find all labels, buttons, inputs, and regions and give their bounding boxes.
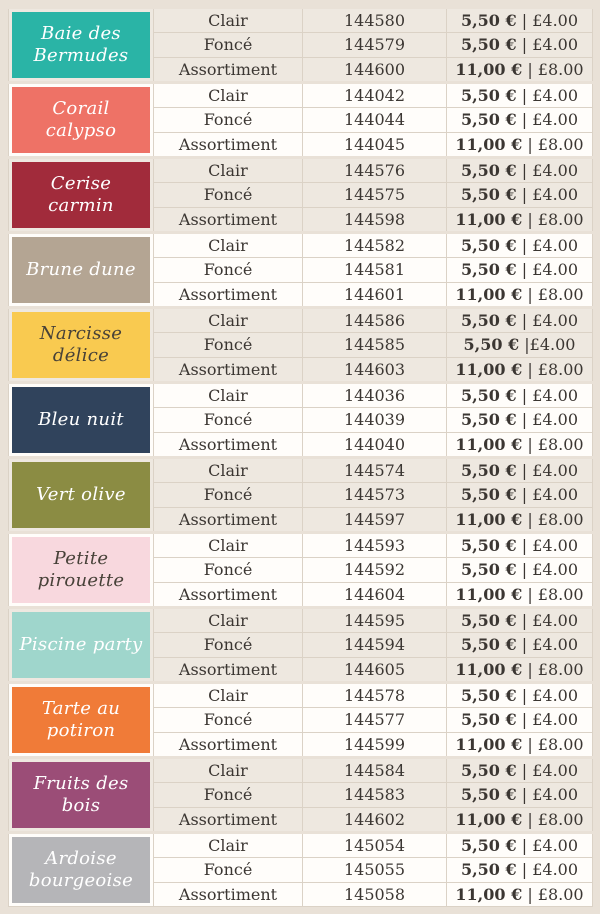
color-swatch	[12, 87, 150, 153]
swatch-color-name: Petite pirouette	[37, 548, 125, 591]
price-eur: 5,50 €	[460, 260, 517, 280]
color-swatch	[12, 612, 150, 678]
variant-cell: Assortiment	[154, 807, 303, 832]
table-row	[9, 683, 593, 708]
color-swatch-cell	[9, 83, 154, 158]
price-cell	[447, 833, 593, 858]
price-cell	[447, 408, 593, 432]
item-number-cell: 145058	[303, 882, 447, 906]
price-eur: 5,50 €	[460, 535, 517, 555]
price-gbp: | £4.00	[521, 410, 579, 430]
color-swatch-cell	[9, 608, 154, 683]
price-eur: 11,00 €	[455, 134, 523, 154]
variant-cell: Foncé	[154, 483, 303, 507]
price-cell	[447, 308, 593, 333]
item-number-cell: 144603	[303, 357, 447, 382]
color-swatch	[12, 837, 150, 903]
table-row	[9, 608, 593, 633]
price-eur: 5,50 €	[463, 335, 520, 355]
price-cell	[447, 233, 593, 258]
price-cell	[447, 383, 593, 408]
swatch-color-name: Cerise carmin	[48, 173, 114, 216]
variant-cell: Assortiment	[154, 357, 303, 382]
price-eur: 5,50 €	[460, 685, 517, 705]
price-eur: 5,50 €	[460, 410, 517, 430]
color-swatch-cell	[9, 383, 154, 458]
price-eur: 11,00 €	[455, 434, 523, 454]
price-cell	[447, 582, 593, 607]
variant-cell: Clair	[154, 83, 303, 108]
price-gbp: | £8.00	[527, 434, 584, 454]
color-swatch-cell	[9, 758, 154, 833]
variant-cell: Foncé	[154, 33, 303, 57]
item-number-cell: 144577	[303, 708, 447, 732]
table-row	[9, 383, 593, 408]
item-number-cell: 144045	[303, 132, 447, 157]
price-eur: 11,00 €	[455, 584, 523, 604]
price-gbp: | £4.00	[521, 485, 579, 505]
price-cell	[447, 282, 593, 307]
price-eur: 11,00 €	[455, 509, 523, 529]
item-number-cell: 144580	[303, 8, 447, 33]
table-row	[9, 83, 593, 108]
price-cell	[447, 507, 593, 532]
price-gbp: | £8.00	[527, 134, 584, 154]
color-swatch	[12, 762, 150, 828]
variant-cell: Foncé	[154, 258, 303, 282]
color-swatch	[12, 237, 150, 303]
color-swatch-cell	[9, 308, 154, 383]
price-gbp: | £4.00	[521, 685, 579, 705]
swatch-color-name: Fruits des bois	[33, 773, 129, 816]
price-eur: 11,00 €	[455, 809, 523, 829]
price-cell	[447, 57, 593, 82]
variant-cell: Clair	[154, 308, 303, 333]
color-swatch	[12, 462, 150, 528]
price-gbp: | £8.00	[527, 209, 584, 229]
price-eur: 5,50 €	[460, 460, 517, 480]
item-number-cell: 144600	[303, 57, 447, 82]
item-number-cell: 144585	[303, 333, 447, 357]
variant-cell: Clair	[154, 533, 303, 558]
item-number-cell: 144597	[303, 507, 447, 532]
price-cell	[447, 83, 593, 108]
price-eur: 5,50 €	[460, 710, 517, 730]
price-gbp: | £8.00	[527, 509, 584, 529]
color-swatch	[12, 162, 150, 228]
price-cell	[447, 758, 593, 783]
price-cell	[447, 783, 593, 807]
variant-cell: Assortiment	[154, 57, 303, 82]
item-number-cell: 144582	[303, 233, 447, 258]
table-row	[9, 233, 593, 258]
variant-cell: Clair	[154, 683, 303, 708]
variant-cell: Assortiment	[154, 132, 303, 157]
price-gbp: | £4.00	[521, 385, 579, 405]
variant-cell: Foncé	[154, 108, 303, 132]
variant-cell: Assortiment	[154, 207, 303, 232]
variant-cell: Assortiment	[154, 882, 303, 906]
price-gbp: | £4.00	[521, 560, 579, 580]
price-cell	[447, 882, 593, 906]
swatch-color-name: Narcisse délice	[39, 323, 123, 366]
color-swatch-cell	[9, 158, 154, 233]
price-cell	[447, 158, 593, 183]
color-swatch-cell	[9, 233, 154, 308]
variant-cell: Assortiment	[154, 657, 303, 682]
price-cell	[447, 258, 593, 282]
price-cell	[447, 432, 593, 457]
price-gbp: | £4.00	[521, 185, 579, 205]
swatch-color-name: Tarte au potiron	[41, 698, 121, 741]
price-gbp: | £4.00	[521, 760, 579, 780]
price-gbp: | £8.00	[527, 809, 584, 829]
price-eur: 11,00 €	[455, 284, 523, 304]
item-number-cell: 144593	[303, 533, 447, 558]
item-number-cell: 144595	[303, 608, 447, 633]
price-gbp: | £8.00	[527, 59, 584, 79]
variant-cell: Clair	[154, 758, 303, 783]
price-cell	[447, 558, 593, 582]
price-eur: 11,00 €	[455, 209, 523, 229]
price-cell	[447, 183, 593, 207]
item-number-cell: 144040	[303, 432, 447, 457]
color-swatch-cell	[9, 683, 154, 758]
price-gbp: | £4.00	[521, 85, 579, 105]
item-number-cell: 144601	[303, 282, 447, 307]
color-swatch-cell	[9, 533, 154, 608]
item-number-cell: 144581	[303, 258, 447, 282]
price-cell	[447, 132, 593, 157]
price-gbp: |£4.00	[524, 335, 576, 355]
variant-cell: Assortiment	[154, 282, 303, 307]
item-number-cell: 144574	[303, 458, 447, 483]
item-number-cell: 144598	[303, 207, 447, 232]
price-cell	[447, 633, 593, 657]
price-eur: 11,00 €	[455, 359, 523, 379]
price-cell	[447, 108, 593, 132]
item-number-cell: 144586	[303, 308, 447, 333]
price-eur: 5,50 €	[460, 160, 517, 180]
price-eur: 5,50 €	[460, 785, 517, 805]
price-cell	[447, 458, 593, 483]
variant-cell: Assortiment	[154, 507, 303, 532]
price-gbp: | £4.00	[521, 610, 579, 630]
item-number-cell: 144575	[303, 183, 447, 207]
table-row	[9, 308, 593, 333]
price-gbp: | £8.00	[527, 884, 584, 904]
color-swatch	[12, 312, 150, 378]
color-swatch	[12, 12, 150, 78]
variant-cell: Clair	[154, 608, 303, 633]
color-swatch	[12, 537, 150, 603]
variant-cell: Foncé	[154, 858, 303, 882]
price-eur: 5,50 €	[460, 310, 517, 330]
swatch-color-name: Ardoise bourgeoise	[28, 848, 134, 891]
item-number-cell: 144602	[303, 807, 447, 832]
price-eur: 5,50 €	[460, 235, 517, 255]
variant-cell: Foncé	[154, 183, 303, 207]
price-gbp: | £8.00	[527, 584, 584, 604]
price-eur: 5,50 €	[460, 560, 517, 580]
item-number-cell: 144579	[303, 33, 447, 57]
price-gbp: | £4.00	[521, 835, 579, 855]
price-gbp: | £8.00	[527, 284, 584, 304]
variant-cell: Assortiment	[154, 432, 303, 457]
price-eur: 5,50 €	[460, 35, 517, 55]
price-eur: 5,50 €	[460, 385, 517, 405]
variant-cell: Assortiment	[154, 732, 303, 757]
price-gbp: | £4.00	[521, 35, 579, 55]
swatch-color-name: Vert olive	[36, 484, 126, 506]
item-number-cell: 144594	[303, 633, 447, 657]
color-swatch-cell	[9, 458, 154, 533]
item-number-cell: 144605	[303, 657, 447, 682]
price-gbp: | £4.00	[521, 535, 579, 555]
price-eur: 5,50 €	[460, 760, 517, 780]
item-number-cell: 144042	[303, 83, 447, 108]
item-number-cell: 144576	[303, 158, 447, 183]
price-cell	[447, 483, 593, 507]
price-eur: 5,50 €	[460, 610, 517, 630]
variant-cell: Foncé	[154, 333, 303, 357]
price-eur: 11,00 €	[455, 734, 523, 754]
price-gbp: | £4.00	[521, 460, 579, 480]
price-cell	[447, 8, 593, 33]
price-eur: 11,00 €	[455, 659, 523, 679]
variant-cell: Foncé	[154, 558, 303, 582]
item-number-cell: 145055	[303, 858, 447, 882]
price-cell	[447, 357, 593, 382]
swatch-color-name: Baie des Bermudes	[33, 23, 129, 66]
item-number-cell: 144573	[303, 483, 447, 507]
price-cell	[447, 708, 593, 732]
price-cell	[447, 533, 593, 558]
table-row	[9, 533, 593, 558]
price-eur: 5,50 €	[460, 85, 517, 105]
color-swatch	[12, 387, 150, 453]
item-number-cell: 144044	[303, 108, 447, 132]
price-gbp: | £8.00	[527, 659, 584, 679]
price-gbp: | £4.00	[521, 260, 579, 280]
price-gbp: | £4.00	[521, 235, 579, 255]
variant-cell: Clair	[154, 8, 303, 33]
price-cell	[447, 207, 593, 232]
item-number-cell: 144036	[303, 383, 447, 408]
item-number-cell: 144584	[303, 758, 447, 783]
price-cell	[447, 33, 593, 57]
price-gbp: | £4.00	[521, 160, 579, 180]
price-gbp: | £4.00	[521, 635, 579, 655]
item-number-cell: 144039	[303, 408, 447, 432]
item-number-cell: 144578	[303, 683, 447, 708]
price-eur: 11,00 €	[455, 884, 523, 904]
swatch-color-name: Brune dune	[26, 259, 136, 281]
price-cell	[447, 858, 593, 882]
item-number-cell: 144604	[303, 582, 447, 607]
price-cell	[447, 333, 593, 357]
price-eur: 5,50 €	[460, 835, 517, 855]
price-eur: 5,50 €	[460, 110, 517, 130]
item-number-cell: 145054	[303, 833, 447, 858]
price-cell	[447, 807, 593, 832]
swatch-color-name: Piscine party	[19, 634, 143, 656]
variant-cell: Clair	[154, 383, 303, 408]
table-row	[9, 8, 593, 33]
price-eur: 5,50 €	[460, 485, 517, 505]
price-cell	[447, 608, 593, 633]
price-gbp: | £4.00	[521, 110, 579, 130]
price-gbp: | £8.00	[527, 359, 584, 379]
swatch-color-name: Bleu nuit	[38, 409, 124, 431]
price-eur: 11,00 €	[455, 59, 523, 79]
price-gbp: | £4.00	[521, 710, 579, 730]
color-swatch-cell	[9, 833, 154, 907]
table-row	[9, 758, 593, 783]
variant-cell: Foncé	[154, 783, 303, 807]
item-number-cell: 144583	[303, 783, 447, 807]
variant-cell: Foncé	[154, 408, 303, 432]
table-row	[9, 833, 593, 858]
color-swatch	[12, 687, 150, 753]
variant-cell: Assortiment	[154, 582, 303, 607]
price-cell	[447, 732, 593, 757]
price-eur: 5,50 €	[460, 10, 517, 30]
item-number-cell: 144592	[303, 558, 447, 582]
price-eur: 5,50 €	[460, 635, 517, 655]
table-row	[9, 158, 593, 183]
table-row	[9, 458, 593, 483]
price-gbp: | £4.00	[521, 860, 579, 880]
price-eur: 5,50 €	[460, 860, 517, 880]
price-eur: 5,50 €	[460, 185, 517, 205]
variant-cell: Clair	[154, 833, 303, 858]
variant-cell: Clair	[154, 458, 303, 483]
price-gbp: | £4.00	[521, 10, 579, 30]
price-table	[8, 6, 593, 907]
variant-cell: Foncé	[154, 708, 303, 732]
price-gbp: | £8.00	[527, 734, 584, 754]
swatch-color-name: Corail calypso	[45, 98, 117, 141]
color-swatch-cell	[9, 8, 154, 83]
item-number-cell: 144599	[303, 732, 447, 757]
price-cell	[447, 683, 593, 708]
variant-cell: Clair	[154, 233, 303, 258]
variant-cell: Foncé	[154, 633, 303, 657]
variant-cell: Clair	[154, 158, 303, 183]
price-cell	[447, 657, 593, 682]
price-gbp: | £4.00	[521, 785, 579, 805]
price-gbp: | £4.00	[521, 310, 579, 330]
